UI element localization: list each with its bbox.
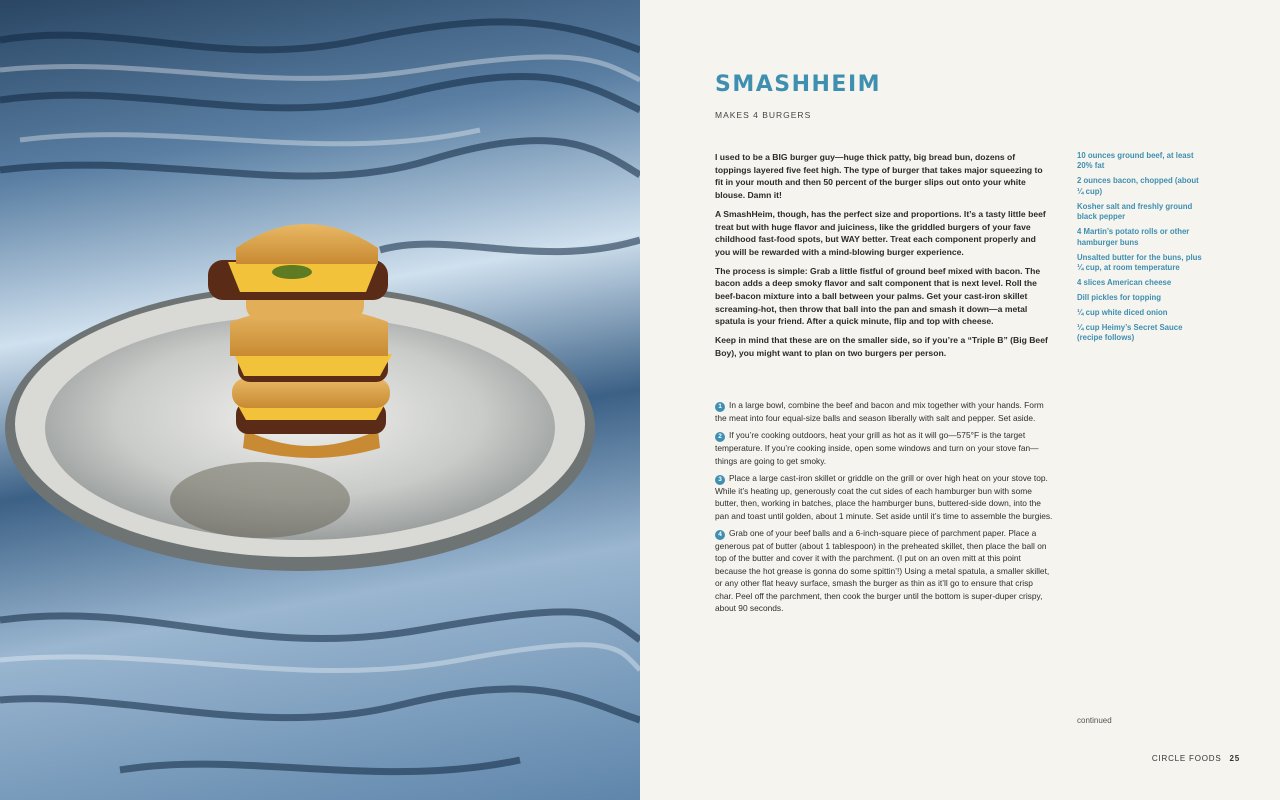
- step-number-badge: 1: [715, 402, 725, 412]
- intro-paragraph: The process is simple: Grab a little fistful of ground beef mixed with bacon. The bacon adds a deep smoky flavor and salt component that is next level. Roll the beef-bacon mixture into a ball between your palms. Get your cast-iron skillet screaming-hot, then throw that ball into the pan and smash it down—a metal spatula is your friend. After a quick minute, flip and top with cheese.: [715, 265, 1041, 327]
- intro-paragraph: A SmashHeim, though, has the perfect size and proportions. It’s a tasty little beef treat but with huge flavor and juiciness, like the griddled burgers of your fave childhood fast-food spots, but WAY better. Treat each component properly and you will be rewarded with a mind-blowing burger experience.: [715, 208, 1046, 257]
- step-number-badge: 4: [715, 530, 725, 540]
- ingredient-item: 4 Martin’s potato rolls or other hamburger buns: [1077, 227, 1190, 247]
- footer-section: CIRCLE FOODS: [1151, 754, 1222, 763]
- ingredient-item: Kosher salt and freshly ground black pepper: [1077, 201, 1193, 222]
- recipe-yield: MAKES 4 BURGERS: [715, 110, 812, 120]
- intro-paragraph: Keep in mind that these are on the smaller side, so if you’re a “Triple B” (Big Beef Boy), you might want to plan on two burgers per person.: [715, 335, 1048, 358]
- page-number: 25: [1229, 754, 1240, 763]
- recipe-title: SMASHHEIM: [715, 72, 882, 97]
- recipe-page: [640, 0, 1280, 800]
- step-item: [715, 429, 1053, 467]
- ingredient-item: 10 ounces ground beef, at least 20% fat: [1077, 151, 1194, 171]
- step-item: [715, 399, 1053, 425]
- step-item: [715, 527, 1053, 615]
- ingredient-item: Unsalted butter for the buns, plus ¼ cup, at room temperature: [1077, 252, 1202, 273]
- ingredient-item: 4 slices American cheese: [1077, 278, 1172, 288]
- step-text: If you’re cooking outdoors, heat your grill as hot as it will go—575°F is the target temperature. If you’re cooking inside, open some windows and turn on your stove fan—things are going to get smoky.: [715, 430, 1039, 466]
- continued-note: continued: [1077, 716, 1112, 725]
- step-list: [715, 399, 1053, 619]
- step-text: Grab one of your beef balls and a 6-inch-square piece of parchment paper. Place a generous pat of butter (about 1 tablespoon) in the preheated skillet, then place the ball on top of the butter and cover it with the parchment. (I put on an oven mitt at this point because the hot grease is gonna do some spittin’!) Using a metal spatula, a smaller skillet, or any other flat heavy surface, smash the burger as thin as it’ll go to ensure that crisp char. Peel off the parchment, then cook the burger until the bottom is super-duper crispy, about 90 seconds.: [715, 527, 1050, 614]
- step-number-badge: 3: [715, 475, 725, 485]
- intro-paragraph: I used to be a BIG burger guy—huge thick patty, big bread bun, dozens of toppings layered five feet high. The type of burger that takes major squeezing to fit in your mouth and then 50 percent of the burger slips out onto your white blouse. Damn it!: [715, 152, 1043, 201]
- step-text: In a large bowl, combine the beef and bacon and mix together with your hands. Form the meat into four equal-size balls and season liberally with salt and pepper. Set aside.: [715, 400, 1044, 423]
- step-number-badge: 2: [715, 432, 725, 442]
- ingredient-item: Dill pickles for topping: [1077, 293, 1162, 303]
- ingredient-list: [1077, 151, 1202, 348]
- page-footer: [1152, 754, 1240, 763]
- ingredient-item: 2 ounces bacon, chopped (about ¼ cup): [1077, 176, 1199, 196]
- recipe-intro: [715, 151, 1050, 366]
- step-item: [715, 472, 1053, 523]
- step-text: Place a large cast-iron skillet or griddle on the grill or over high heat on your stove top. While it’s heating up, generously coat the cut sides of each hamburger bun with some butter, then, working in batches, place the hamburger buns, buttered-side down, into the pan and toast until golden, about 1 minute. Set aside until it’s time to assemble the burgies.: [715, 472, 1053, 521]
- ingredient-item: ¼ cup white diced onion: [1077, 308, 1168, 318]
- ingredient-item: ¼ cup Heimy’s Secret Sauce (recipe follows): [1077, 323, 1183, 343]
